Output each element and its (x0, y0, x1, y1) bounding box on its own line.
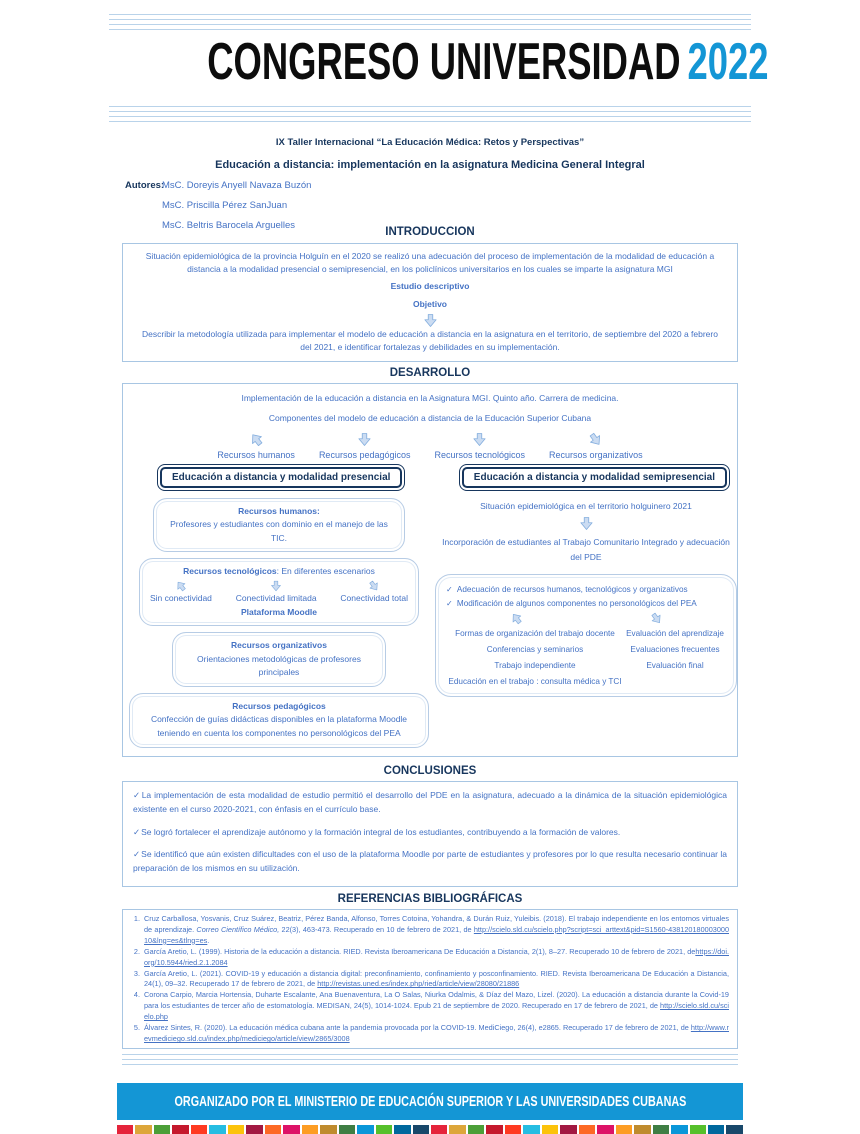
recursos-pedagogicos-title: Recursos pedagógicos (232, 700, 326, 711)
component-tecnologicos (435, 432, 526, 460)
component-organizativos (549, 432, 643, 460)
down-arrow-icon (423, 313, 438, 328)
situacion-text: Situación epidemiológica en el territorio holguinero 2021 (480, 500, 692, 511)
tilted-arrow-icon (246, 429, 267, 450)
sdg-color-segment (560, 1125, 576, 1134)
sub-arrows-row (446, 612, 726, 625)
flow-arrow (579, 516, 594, 531)
conclusion-item: ✓Se identificó que aún existen dificultades con el uso de la plataforma Moodle por parte de estudiantes y profesores por lo que resulta necesario continuar la preparación de los mismos en su utilización. (133, 848, 728, 874)
modes-row (123, 467, 737, 488)
reference-item (129, 914, 729, 947)
recursos-organizativos-box (172, 632, 386, 687)
objective-label: Objetivo (412, 298, 447, 309)
sdg-color-segment (431, 1125, 447, 1134)
conclusion-item: ✓La implementación de esta modalidad de estudio permitió el desarrollo del PDE en la asignatura, adecuado a la dinámica de la situación epidemiológica existente en el curso 2020-2021, con énfasis en el currículo base. (133, 789, 728, 815)
objective-text: Describir la metodología utilizada para implementar el modelo de educación a distancia en la asignatura en el territorio, de septiembre del 2020 a febrero del 2021, e identificar fortalezas y debilidades en su implementación. (142, 328, 718, 352)
plataforma-moodle: Plataforma Moodle (240, 606, 318, 617)
study-type: Estudio descriptivo (390, 281, 470, 292)
reference-item (129, 1023, 729, 1045)
reference-number: 2. (133, 946, 140, 956)
tilted-arrow-icon (585, 429, 606, 450)
list-item: Conferencias y seminarios (486, 644, 584, 654)
sdg-color-segment (191, 1125, 207, 1134)
introduccion-box (122, 243, 738, 362)
author-name: MsC. Beltris Barocela Arguelles (162, 220, 296, 231)
incorporacion-text: Incorporación de estudiantes al Trabajo Comunitario Integrado y adecuación del PDE (442, 536, 730, 562)
sdg-color-segment (468, 1125, 484, 1134)
decorative-lines-top (109, 14, 751, 31)
reference-item (129, 947, 729, 969)
recursos-organizativos-title: Recursos organizativos (231, 640, 327, 651)
referencias-heading: REFERENCIAS BIBLIOGRÁFICAS (337, 892, 523, 905)
down-arrow-icon (472, 432, 487, 447)
reference-number: 5. (133, 1023, 140, 1033)
desarrollo-line1: Implementación de la educación a distancia en la Asignatura MGI. Quinto año. Carrera de medicina. (241, 393, 619, 404)
list-item: Evaluación final (646, 660, 704, 670)
reference-segment: Cruz Carballosa, Yosvanis, Cruz Suárez, Beatriz, Pérez Banda, Alfonso, Torres Cotoina, Yohandra, & Durán Ruiz, Yuleibis. (2018). El trabajo independiente en los entornos virtuales de aprendizaje. (144, 913, 729, 934)
reference-link: https://doi.org/10.5944/ried.2.1.2084 (144, 946, 729, 967)
sdg-color-segment (135, 1125, 151, 1134)
reference-text (144, 947, 729, 969)
recursos-pedagogicos-box (129, 693, 429, 748)
recursos-humanos-box (153, 498, 405, 553)
check-icon: ✓ (133, 789, 141, 800)
reference-link: http://scielo.sld.cu/scielo.php?script=sci_arttext&pid=S1560-43812018000300010&lng=es&tlng=es (144, 924, 729, 945)
scenario-sin-conectividad: Sin conectividad (150, 580, 212, 606)
reference-number: 4. (133, 990, 140, 1000)
list-item: Evaluación del aprendizaje (626, 629, 724, 638)
check-icon: ✓ (133, 826, 141, 837)
reference-text (144, 914, 729, 947)
reference-text (144, 990, 729, 1023)
paper-title: Educación a distancia: implementación en la asignatura Medicina General Integral (215, 159, 645, 171)
sdg-color-segment (265, 1125, 281, 1134)
author-row (125, 180, 773, 191)
sdg-color-segment (154, 1125, 170, 1134)
sub-columns (446, 626, 726, 690)
component-pedagogicos (319, 432, 411, 460)
resource-label: Recursos pedagógicos (318, 449, 411, 460)
sdg-color-segment (246, 1125, 262, 1134)
congress-title (87, 35, 773, 102)
check-item: ✓ Modificación de algunos componentes no personológicos del PEA (446, 599, 697, 609)
conclusion-item: ✓Se logró fortalecer el aprendizaje autónomo y la formación integral de los estudiantes, contribuyendo a la formación de valores. (133, 826, 621, 837)
congress-title-text: CONGRESO UNIVERSIDAD (207, 33, 681, 91)
poster-page (87, 14, 773, 1111)
referencias-box (122, 909, 738, 1049)
decorative-lines-under-title (109, 106, 751, 123)
reference-text (144, 1023, 729, 1045)
reference-segment: . (207, 935, 210, 945)
sdg-color-segment (302, 1125, 318, 1134)
sdg-color-segment (542, 1125, 558, 1134)
list-item: Trabajo independiente (494, 660, 576, 670)
introduccion-heading: INTRODUCCION (385, 226, 475, 238)
recursos-tecnologicos-box (139, 558, 419, 626)
desarrollo-line2: Componentes del modelo de educación a distancia de la Educación Superior Cubana (268, 412, 592, 423)
reference-link: http://www.revmediciego.sld.cu/index.php/mediciego/article/view/2865/3008 (144, 1023, 729, 1044)
conclusiones-heading: CONCLUSIONES (383, 764, 477, 777)
sdg-color-segment (708, 1125, 724, 1134)
reference-segment: Corona Carpio, Marcia Hortensia, Duharte Escalante, Ana Buenaventura, La O Salas, Niurka Odalmis, & Díaz del Mazo, Lizel. (2020). La educación a distancia durante la Covid-19 para los estudiantes de tercer año de estomatología. MEDISAN, 24(5), 1014-1024. Epub 21 de septiembre de 2020. Recuperado en 17 de febrero de 2021, de (144, 990, 729, 1011)
sdg-color-segment (117, 1125, 133, 1134)
mode-semipresencial-box: Educación a distancia y modalidad semipresencial (462, 467, 727, 488)
scenarios-row (148, 580, 410, 606)
column-presencial (123, 498, 435, 748)
authors-label: Autores: (125, 180, 165, 191)
reference-text (144, 969, 729, 991)
congress-year: 2022 (687, 33, 769, 91)
desarrollo-box (122, 383, 738, 757)
desarrollo-columns (123, 498, 737, 748)
workshop-title: IX Taller Internacional “La Educación Médica: Retos y Perspectivas” (275, 137, 585, 148)
reference-segment: Álvarez Sintes, R. (2020). La educación médica cubana ante la pandemia provocada por la COVID-19. MediCiego, 26(4), e2865. Recuperado 17 de febrero de 2021, de (144, 1023, 691, 1033)
recursos-tecnologicos-title: Recursos tecnológicos: En diferentes escenarios (183, 566, 375, 577)
reference-number: 3. (133, 968, 140, 978)
organizer-banner (117, 1083, 743, 1120)
sdg-color-segment (283, 1125, 299, 1134)
reference-segment: García Aretio, L. (1999). Historia de la educación a distancia. RIED. Revista Iberoamericana De Educación a Distancia, 2(1), 8–27. Recuperado 10 de febrero de 2021, de (144, 946, 696, 956)
scenario-conectividad-limitada: Conectividad limitada (236, 580, 317, 606)
reference-item (129, 969, 729, 991)
organizer-banner-text: ORGANIZADO POR EL MINISTERIO DE EDUCACIÓN SUPERIOR Y LAS UNIVERSIDADES CUBANAS (174, 1093, 686, 1111)
sdg-color-segment (671, 1125, 687, 1134)
intro-paragraph: Situación epidemiológica de la provincia Holguín en el 2020 se realizó una adecuación del proceso de implementación de la modalidad de educación a distancia a la modalidad presencial o semipresencial, en los policlínicos universitarios en los cuales se imparte la asignatura MGI (145, 251, 715, 275)
reference-segment: García Aretio, L. (2021). COVID-19 y educación a distancia digital: preconfinamiento, confinamiento y posconfinamiento. RIED. Revista Iberoamericana De Educación a Distancia, 24(1), 09–32. Recuperado 17 de febrero de 2021, de (144, 968, 729, 989)
mode-presencial-box: Educación a distancia y modalidad presencial (160, 467, 402, 488)
recursos-humanos-title: Recursos humanos: (238, 505, 320, 516)
formas-organizacion-list (446, 626, 624, 690)
column-semipresencial (435, 498, 737, 748)
list-item: Formas de organización del trabajo docente (455, 629, 615, 638)
component-humanos (217, 432, 295, 460)
tilted-arrow-icon (507, 609, 525, 627)
reference-segment: 22(3), 463-473. Recuperado en 10 de febrero de 2021, de (281, 924, 474, 934)
sdg-color-segment (394, 1125, 410, 1134)
check-icon: ✓ (446, 599, 453, 609)
check-icon: ✓ (446, 585, 453, 595)
recursos-organizativos-text: Orientaciones metodológicas de profesores principales (197, 653, 361, 678)
sdg-color-segment (209, 1125, 225, 1134)
sdg-color-segment (376, 1125, 392, 1134)
tilted-arrow-icon (647, 609, 665, 627)
check-icon: ✓ (133, 848, 141, 859)
evaluacion-list (624, 626, 726, 690)
down-arrow-icon (579, 516, 594, 531)
reference-link: http://revistas.uned.es/index.php/ried/article/view/28080/21886 (317, 979, 520, 989)
sdg-color-segment (523, 1125, 539, 1134)
sdg-color-segment (228, 1125, 244, 1134)
authors-list (125, 180, 773, 231)
sdg-color-segment (726, 1125, 742, 1134)
sdg-color-segment (413, 1125, 429, 1134)
sdg-color-segment (634, 1125, 650, 1134)
objective-arrow (137, 313, 723, 328)
sdg-color-segment (357, 1125, 373, 1134)
sdg-color-stripe (117, 1125, 743, 1134)
reference-segment: Correo Científico Médico, (196, 924, 282, 934)
sdg-color-segment (597, 1125, 613, 1134)
resource-label: Recursos humanos (217, 449, 295, 460)
desarrollo-heading: DESARROLLO (389, 367, 471, 380)
sdg-color-segment (690, 1125, 706, 1134)
decorative-lines-bottom (122, 1054, 738, 1068)
sdg-color-segment (172, 1125, 188, 1134)
authors-section (87, 180, 773, 238)
components-row (123, 432, 737, 460)
sdg-color-segment (579, 1125, 595, 1134)
sdg-color-segment (505, 1125, 521, 1134)
resource-label: Recursos tecnológicos (434, 449, 526, 460)
reference-number: 1. (133, 913, 140, 923)
sdg-color-segment (320, 1125, 336, 1134)
sdg-color-segment (653, 1125, 669, 1134)
sdg-color-segment (339, 1125, 355, 1134)
adecuacion-box (435, 574, 737, 697)
author-name: MsC. Priscilla Pérez SanJuan (162, 200, 288, 211)
resource-label: Recursos organizativos (549, 449, 643, 460)
down-arrow-icon (270, 580, 282, 592)
author-row (125, 200, 773, 211)
conclusiones-box (122, 781, 738, 887)
author-name: MsC. Doreyis Anyell Navaza Buzón (162, 180, 312, 191)
check-item: ✓ Adecuación de recursos humanos, tecnológicos y organizativos (446, 585, 688, 595)
sdg-color-segment (449, 1125, 465, 1134)
recursos-pedagogicos-text: Confección de guías didácticas disponibles en la plataforma Moodle teniendo en cuenta los componentes no personológicos del PEA (150, 714, 408, 739)
sdg-color-segment (616, 1125, 632, 1134)
down-arrow-icon (357, 432, 372, 447)
scenario-conectividad-total: Conectividad total (340, 580, 408, 606)
list-item: Educación en el trabajo : consulta médica y TCI (448, 676, 622, 686)
list-item: Evaluaciones frecuentes (630, 644, 720, 654)
reference-link: http://scielo.sld.cu/scielo.php (144, 1001, 729, 1022)
sdg-color-segment (486, 1125, 502, 1134)
recursos-humanos-text: Profesores y estudiantes con dominio en el manejo de las TIC. (170, 519, 388, 543)
reference-item (129, 990, 729, 1023)
